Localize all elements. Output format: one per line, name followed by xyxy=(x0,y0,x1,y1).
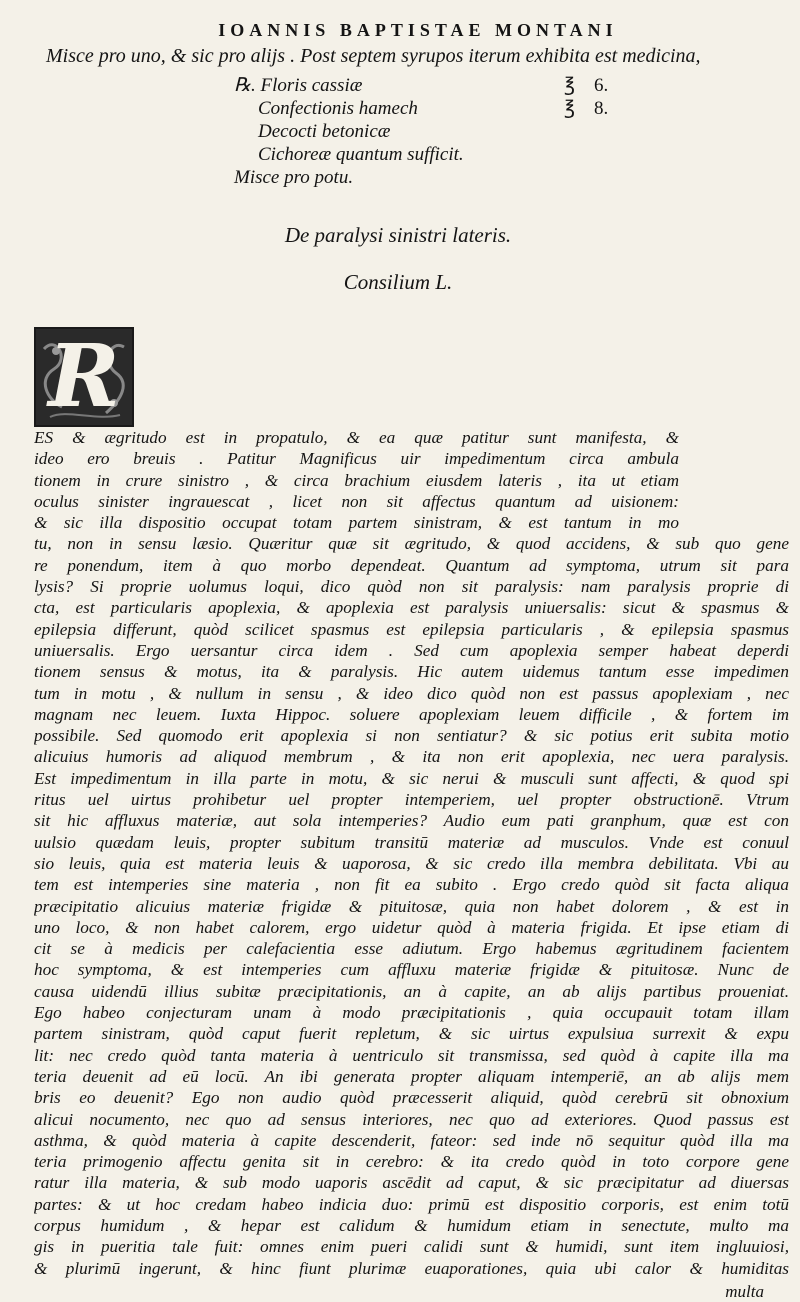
intro-line: Misce pro uno, & sic pro alijs . Post septem syrupos iterum exhibita est medicina, xyxy=(46,45,701,67)
text-line: Est impedimentum in illa parte in motu, & sic nerui & musculi sunt affecti, & quod spi xyxy=(34,768,789,788)
recipe-block xyxy=(234,74,772,189)
catchword: multa xyxy=(725,1281,764,1301)
text-line: tu, non in sensu læsio. Quæritur quæ sit ægritudo, & quod accidens, & sub quo gene xyxy=(34,534,789,554)
recipe-item-amount: 6. xyxy=(594,75,609,96)
text-line: Ego habeo conjecturam unam à modo præcipitationis , quia occupauit totam illam xyxy=(34,1003,789,1023)
text-line: causa uidendū illius subitæ præcipitationis, an à capite, an ab alijs partibus proueniat. xyxy=(34,981,789,1001)
text-line: uulsio quædam leuis, propter subitum transitū materiæ ad musculos. Vnde est conuul xyxy=(34,832,789,852)
text-line: cta, est particularis apoplexia, & apoplexia est paralysis uniuersalis: sicut & spasmus & xyxy=(34,598,789,618)
recipe-item-amount: 8. xyxy=(594,98,609,119)
recipe-item-name: Decocti betonicæ xyxy=(258,121,391,142)
text-line: sio leuis, quia est materia leuis & uaporosa, & sic credo illa membra debilitata. Vbi au xyxy=(34,853,789,873)
recipe-item xyxy=(234,120,772,143)
text-line: epilepsia differunt, quòd scilicet spasmus est epilepsia particularis , & epilepsia spasmus xyxy=(34,619,789,639)
text-line: tionem sensus & motus, ita & paralysis. Hic autem uidemus tantum esse impedimen xyxy=(34,662,789,682)
text-line: ratur illa materia, & sub modo uaporis ascēdit ad caput, & sic præcipitatur ad diuersas xyxy=(34,1173,789,1193)
recipe-item-name: ℞. Floris cassiæ xyxy=(234,75,363,96)
text-line: & plurimū ingerunt, & hinc fiunt plurimæ euaporationes, quia ubi calor & humiditas xyxy=(34,1258,789,1278)
text-line: tem est intemperies sine materia , non fit ea subito . Ergo credo quòd sit facta aliqua xyxy=(34,875,789,895)
section-heading: De paralysi sinistri lateris. xyxy=(284,223,512,247)
text-line: ideo ero breuis . Patitur Magnificus uir impedimentum circa ambula xyxy=(34,449,679,469)
drop-cap-letter: R xyxy=(48,326,120,427)
text-line: ES & ægritudo est in propatulo, & ea quæ patitur sunt manifesta, & xyxy=(34,428,679,447)
recipe-item-unit: ℥ xyxy=(564,75,575,96)
text-line: lysis? Si proprie uolumus loqui, dico quòd non sit paralysis: nam paralysis proprie di xyxy=(34,577,789,597)
text-line: re ponendum, item à quo morbo dependeat. Quantum ad symptoma, utrum sit para xyxy=(34,555,789,575)
text-line: possibile. Sed quomodo erit apoplexia si non sentiatur? & sic potius erit subita motio xyxy=(34,726,789,746)
recipe-closing: Misce pro potu. xyxy=(234,167,354,188)
text-line: præcipitatio alicuius materiæ frigidæ & pituitosæ, quia non habet dolorem , & est in xyxy=(34,896,789,916)
text-line: teria primogenio affectu genita sit in cerebro: & ita credo quòd in toto corpore gene xyxy=(34,1152,789,1172)
text-line: ritus uel uirtus prohibetur uel propter intemperiem, uel propter obstructionē. Vtrum xyxy=(34,790,789,810)
text-line: oculus sinister ingrauescat , licet non sit affectus quantum ad uisionem: xyxy=(34,491,679,511)
text-line: cit se à medicis per calefacientia esse adiutum. Ergo habemus ægritudinem facientem xyxy=(34,939,789,959)
recipe-item-name: Cichoreæ quantum sufficit. xyxy=(258,144,464,165)
text-line: tum in motu , & nullum in sensu , & ideo dico quòd non est passus apoplexiam , nec xyxy=(34,683,789,703)
text-line: uniuersalis. Ergo uersantur circa idem . Sed cum apoplexia semper habeat deperdi xyxy=(34,640,789,660)
text-line: sit hic affluxus materiæ, aut sola intemperies? Audio eum pati granphum, quæ est con xyxy=(34,811,789,831)
text-line: magnam nec leuem. Iuxta Hippoc. soluere apoplexiam leuem difficile , & fortem im xyxy=(34,704,789,724)
text-line: tionem in crure sinistro , & circa brachium eiusdem lateris , ita ut etiam xyxy=(34,470,679,490)
text-line: alicuius humoris ad aliquod membrum , & ita non erit apoplexia, nec uera paralysis. xyxy=(34,747,789,767)
running-head: IOANNIS BAPTISTAE MONTANI xyxy=(218,20,618,40)
cap-lines xyxy=(34,325,772,533)
text-line: gis in pueritia tale fuit: omnes enim pueri calidi sunt & humidi, sunt item ingluuiosi, xyxy=(34,1237,789,1257)
text-line: partem sinistram, quòd caput fuerit repletum, & sic uirtus expulsiua surrexit & expu xyxy=(34,1024,789,1044)
body-text xyxy=(34,325,789,1302)
text-line: lit: nec credo quòd tanta materia à uentriculo sit transmissa, sed quòd à capite illa ma xyxy=(34,1045,789,1065)
recipe-item-name: Confectionis hamech xyxy=(258,98,418,119)
drop-cap-ornament xyxy=(34,327,134,427)
text-line: bris eo deuenit? Ego non audio quòd præcesserit aliquid, quòd cerebrū sit obnoxium xyxy=(34,1088,789,1108)
recipe-item xyxy=(234,97,772,120)
text-line: alicui nocumento, nec quo ad sensus interiores, nec quo ad exteriores. Quod passus est xyxy=(34,1109,789,1129)
text-line: partes: & ut hoc credam habeo indicia duo: primū est dispositio corporis, est enim totū xyxy=(34,1194,789,1214)
text-line: teria deuenit ad eū locū. An ibi generata propter aliquam intemperiē, an ab alijs mem xyxy=(34,1066,789,1086)
body-lines xyxy=(34,533,789,1278)
recipe-item xyxy=(234,143,772,166)
recipe-item-unit: ℥ xyxy=(564,98,575,119)
consilium-title: Consilium L. xyxy=(343,270,453,294)
text-line: asthma, & quòd materia à capite descenderit, fateor: sed inde nō sequitur quòd illa ma xyxy=(34,1130,789,1150)
text-line: & sic illa dispositio occupat totam partem sinistram, & est tantum in mo xyxy=(34,513,679,533)
text-line: hoc symptoma, & est intemperies cum affluxu materiæ frigidæ & pituitosæ. Nunc de xyxy=(34,960,789,980)
text-line: uno loco, & non habet calorem, ergo uidetur quòd à materia frigida. Et ipse etiam di xyxy=(34,917,789,937)
recipe-item xyxy=(234,74,772,97)
text-line: corpus humidum , & hepar est calidum & humidum etiam in senectute, multo ma xyxy=(34,1215,789,1235)
